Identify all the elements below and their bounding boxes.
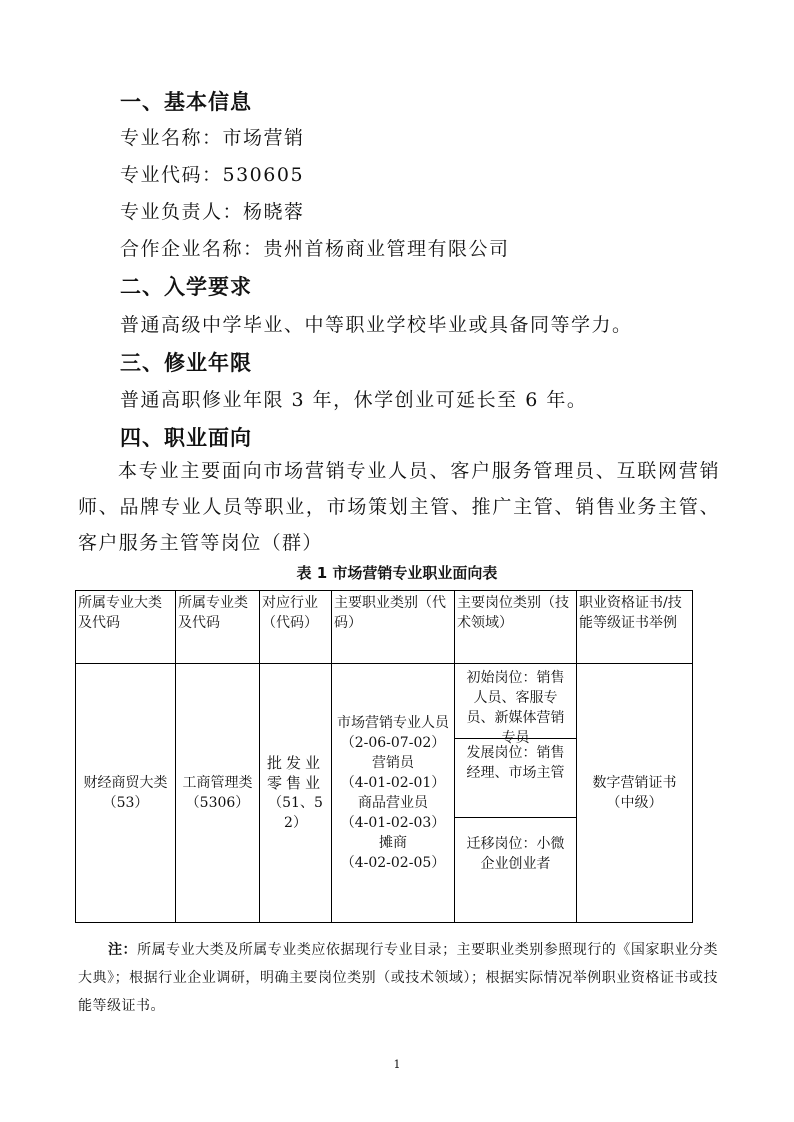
occupation-item: 营销员 [372, 755, 414, 771]
certificate-cell [577, 664, 693, 923]
occupation-item: 市场营销专业人员 [337, 715, 449, 731]
post-transfer: 迁移岗位：小微企业创业者 [466, 836, 565, 872]
partner-company: 合作企业名称：贵州首杨商业管理有限公司 [120, 238, 510, 260]
occupation-item: （2-06-07-02） [340, 735, 446, 751]
section-4-heading: 四、职业面向 [120, 426, 252, 450]
header-cell: 职业资格证书/技能等级证书举例 [577, 591, 693, 664]
subcategory-code: （5306） [185, 795, 250, 811]
admission-text: 普通高级中学毕业、中等职业学校毕业或具备同等学力。 [120, 314, 633, 336]
career-orientation-table [75, 590, 693, 923]
major-name: 专业名称：市场营销 [120, 127, 305, 149]
table-note [78, 936, 718, 1020]
subcategory-cell [176, 664, 260, 923]
duration-text: 普通高职修业年限 3 年，休学创业可延长至 6 年。 [120, 389, 588, 411]
certificate-level: （中级） [606, 795, 663, 811]
subcategory-name: 工商管理类 [182, 775, 253, 791]
note-text: 所属专业大类及所属专业类应依据现行专业目录；主要职业类别参照现行的《国家职业分类大典》；根据行业企业调研，明确主要岗位类别（或技术领域）；根据实际情况举例职业资格证书或技能等级证书。 [78, 942, 719, 1014]
table-caption: 表 1 市场营销专业职业面向表 [296, 564, 498, 582]
industry-name: 批发业零售业 [266, 754, 324, 792]
table-row [76, 664, 693, 923]
occupations-cell [332, 664, 455, 923]
page-number: 1 [393, 1058, 401, 1071]
header-cell: 主要岗位类别（技术领域） [455, 591, 577, 664]
industry-code: （51、52） [268, 795, 323, 831]
header-cell: 所属专业大类及代码 [76, 591, 176, 664]
section-1-heading: 一、基本信息 [120, 90, 252, 114]
category-code: （53） [102, 795, 149, 811]
certificate-name: 数字营销证书 [592, 775, 677, 791]
occupation-item: 摊商 [379, 835, 407, 851]
section-3-heading: 三、修业年限 [120, 351, 252, 375]
post-initial: 初始岗位：销售人员、客服专员、新媒体营销专员 [455, 664, 576, 739]
occupation-item: （4-01-02-01） [340, 775, 446, 791]
major-leader: 专业负责人：杨晓蓉 [120, 201, 305, 223]
industry-cell [260, 664, 332, 923]
major-code: 专业代码：530605 [120, 164, 305, 186]
section-2-heading: 二、入学要求 [120, 275, 252, 299]
career-orientation-text: 本专业主要面向市场营销专业人员、客户服务管理员、互联网营销师、品牌专业人员等职业，市场策划主管、推广主管、销售业务主管、客户服务主管等岗位（群） [78, 460, 720, 554]
header-cell: 所属专业类及代码 [176, 591, 260, 664]
header-cell: 主要职业类别（代码） [332, 591, 455, 664]
posts-cell [455, 664, 577, 923]
table-header-row [76, 591, 693, 664]
occupation-item: （4-01-02-03） [340, 815, 446, 831]
occupation-item: （4-02-02-05） [340, 855, 446, 871]
category-name: 财经商贸大类 [83, 775, 168, 791]
post-development: 发展岗位：销售经理、市场主管 [455, 739, 576, 818]
note-label: 注： [108, 942, 138, 958]
header-cell: 对应行业（代码） [260, 591, 332, 664]
occupation-item: 商品营业员 [358, 795, 428, 811]
category-cell [76, 664, 176, 923]
